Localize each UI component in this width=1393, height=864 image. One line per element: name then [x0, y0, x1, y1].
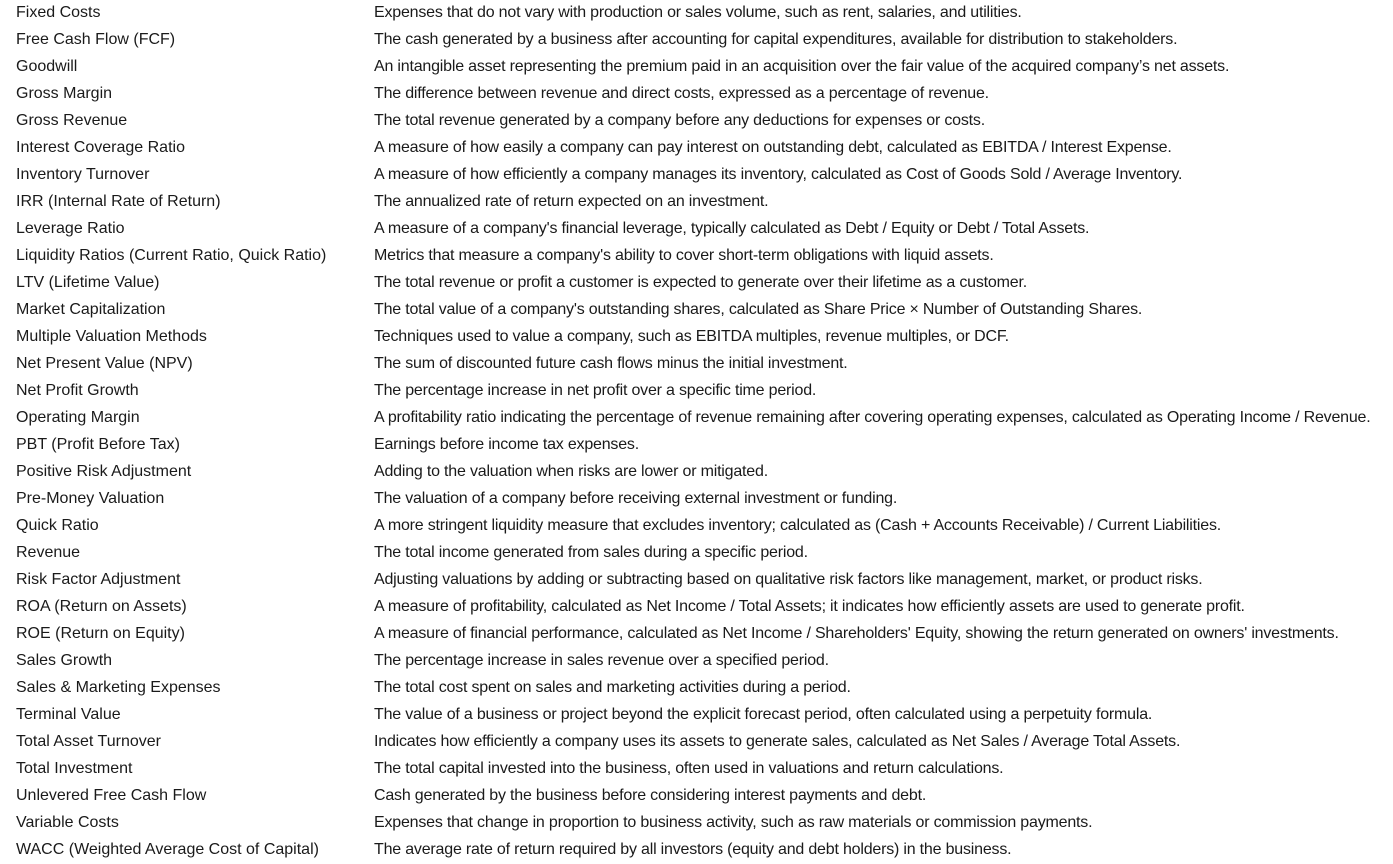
table-row	[0, 783, 1393, 810]
table-row	[0, 432, 1393, 459]
table-row	[0, 594, 1393, 621]
table-row	[0, 189, 1393, 216]
table-row	[0, 756, 1393, 783]
glossary-definition: The percentage increase in sales revenue over a specified period.	[374, 652, 829, 669]
glossary-definition: Adjusting valuations by adding or subtracting based on qualitative risk factors like management, market, or product risks.	[374, 571, 1203, 588]
glossary-definition: The percentage increase in net profit over a specific time period.	[374, 382, 817, 399]
glossary-term: Leverage Ratio	[16, 220, 125, 237]
glossary-term: Unlevered Free Cash Flow	[16, 787, 207, 804]
table-row	[0, 459, 1393, 486]
table-row	[0, 405, 1393, 432]
table-row	[0, 486, 1393, 513]
glossary-definition: The valuation of a company before receiving external investment or funding.	[374, 490, 898, 507]
glossary-term: Inventory Turnover	[16, 166, 150, 183]
glossary-definition: The average rate of return required by all investors (equity and debt holders) in the business.	[374, 841, 1012, 858]
glossary-term: Revenue	[16, 544, 81, 561]
glossary-term: Risk Factor Adjustment	[16, 571, 181, 588]
glossary-definition: Expenses that change in proportion to business activity, such as raw materials or commission payments.	[374, 814, 1093, 831]
glossary-term: Liquidity Ratios (Current Ratio, Quick Ratio)	[16, 247, 327, 264]
table-row	[0, 702, 1393, 729]
glossary-term: Total Asset Turnover	[16, 733, 161, 750]
table-row	[0, 351, 1393, 378]
glossary-definition: A measure of profitability, calculated as Net Income / Total Assets; it indicates how efficiently assets are used to generate profit.	[374, 598, 1245, 615]
glossary-definition: Metrics that measure a company's ability to cover short-term obligations with liquid assets.	[374, 247, 994, 264]
glossary-term: Sales Growth	[16, 652, 113, 669]
glossary-definition: Indicates how efficiently a company uses its assets to generate sales, calculated as Net Sales / Average Total Assets.	[374, 733, 1181, 750]
glossary-definition: The difference between revenue and direct costs, expressed as a percentage of revenue.	[374, 85, 989, 102]
glossary-term: Pre-Money Valuation	[16, 490, 165, 507]
table-row	[0, 27, 1393, 54]
glossary-term: Multiple Valuation Methods	[16, 328, 207, 345]
glossary-term: Net Present Value (NPV)	[16, 355, 193, 372]
glossary-term: Sales & Marketing Expenses	[16, 679, 221, 696]
glossary-definition: A profitability ratio indicating the percentage of revenue remaining after covering operating expenses, calculated as Operating Income / Revenue.	[374, 409, 1371, 426]
glossary-definition: Expenses that do not vary with production or sales volume, such as rent, salaries, and utilities.	[374, 4, 1022, 21]
glossary-definition: Earnings before income tax expenses.	[374, 436, 639, 453]
table-row	[0, 243, 1393, 270]
glossary-term: PBT (Profit Before Tax)	[16, 436, 180, 453]
table-row	[0, 378, 1393, 405]
glossary-term: Goodwill	[16, 58, 78, 75]
glossary-definition: A more stringent liquidity measure that excludes inventory; calculated as (Cash + Accounts Receivable) / Current Liabilities.	[374, 517, 1221, 534]
table-row	[0, 324, 1393, 351]
glossary-term: Gross Revenue	[16, 112, 128, 129]
table-row	[0, 837, 1393, 864]
glossary-definition: A measure of how easily a company can pay interest on outstanding debt, calculated as EBITDA / Interest Expense.	[374, 139, 1172, 156]
glossary-definition: The total revenue generated by a company before any deductions for expenses or costs.	[374, 112, 985, 129]
glossary-definition: The value of a business or project beyond the explicit forecast period, often calculated using a perpetuity formula.	[374, 706, 1153, 723]
glossary-definition: Techniques used to value a company, such as EBITDA multiples, revenue multiples, or DCF.	[374, 328, 1009, 345]
table-row	[0, 270, 1393, 297]
table-row	[0, 162, 1393, 189]
table-row	[0, 297, 1393, 324]
table-row	[0, 729, 1393, 756]
table-row	[0, 540, 1393, 567]
glossary-term: Net Profit Growth	[16, 382, 139, 399]
glossary-definition: The total cost spent on sales and marketing activities during a period.	[374, 679, 851, 696]
table-row	[0, 0, 1393, 27]
glossary-term: Operating Margin	[16, 409, 140, 426]
glossary-definition: The sum of discounted future cash flows minus the initial investment.	[374, 355, 848, 372]
table-row	[0, 567, 1393, 594]
table-row	[0, 108, 1393, 135]
glossary-term: Positive Risk Adjustment	[16, 463, 192, 480]
glossary-term: Free Cash Flow (FCF)	[16, 31, 176, 48]
table-row	[0, 81, 1393, 108]
glossary-term: Market Capitalization	[16, 301, 166, 318]
glossary-definition: Cash generated by the business before considering interest payments and debt.	[374, 787, 927, 804]
glossary-term: Terminal Value	[16, 706, 121, 723]
glossary-term: Total Investment	[16, 760, 133, 777]
glossary-term: Gross Margin	[16, 85, 113, 102]
glossary-definition: An intangible asset representing the premium paid in an acquisition over the fair value of the acquired company’s net assets.	[374, 58, 1230, 75]
glossary-term: WACC (Weighted Average Cost of Capital)	[16, 841, 319, 858]
glossary-definition: A measure of a company's financial leverage, typically calculated as Debt / Equity or Debt / Total Assets.	[374, 220, 1090, 237]
glossary-definition: A measure of financial performance, calculated as Net Income / Shareholders' Equity, showing the return generated on owners' investments.	[374, 625, 1339, 642]
glossary-definition: The annualized rate of return expected on an investment.	[374, 193, 769, 210]
glossary-term: Fixed Costs	[16, 4, 101, 21]
table-row	[0, 621, 1393, 648]
glossary-definition: Adding to the valuation when risks are lower or mitigated.	[374, 463, 768, 480]
glossary-term: Quick Ratio	[16, 517, 99, 534]
glossary-definition: A measure of how efficiently a company manages its inventory, calculated as Cost of Goods Sold / Average Inventory.	[374, 166, 1183, 183]
glossary-term: ROA (Return on Assets)	[16, 598, 187, 615]
glossary-definition: The total income generated from sales during a specific period.	[374, 544, 808, 561]
glossary-term: ROE (Return on Equity)	[16, 625, 185, 642]
table-row	[0, 648, 1393, 675]
glossary-definition: The total revenue or profit a customer is expected to generate over their lifetime as a customer.	[374, 274, 1027, 291]
glossary-definition: The total value of a company's outstanding shares, calculated as Share Price × Number of Outstanding Shares.	[374, 301, 1143, 318]
glossary-term: IRR (Internal Rate of Return)	[16, 193, 221, 210]
glossary-term: Variable Costs	[16, 814, 119, 831]
table-row	[0, 216, 1393, 243]
table-row	[0, 675, 1393, 702]
table-row	[0, 810, 1393, 837]
table-row	[0, 54, 1393, 81]
glossary-definition: The cash generated by a business after accounting for capital expenditures, available for distribution to stakeholders.	[374, 31, 1178, 48]
table-row	[0, 135, 1393, 162]
glossary-definition: The total capital invested into the business, often used in valuations and return calculations.	[374, 760, 1004, 777]
glossary-term: Interest Coverage Ratio	[16, 139, 185, 156]
glossary-term: LTV (Lifetime Value)	[16, 274, 160, 291]
table-row	[0, 513, 1393, 540]
